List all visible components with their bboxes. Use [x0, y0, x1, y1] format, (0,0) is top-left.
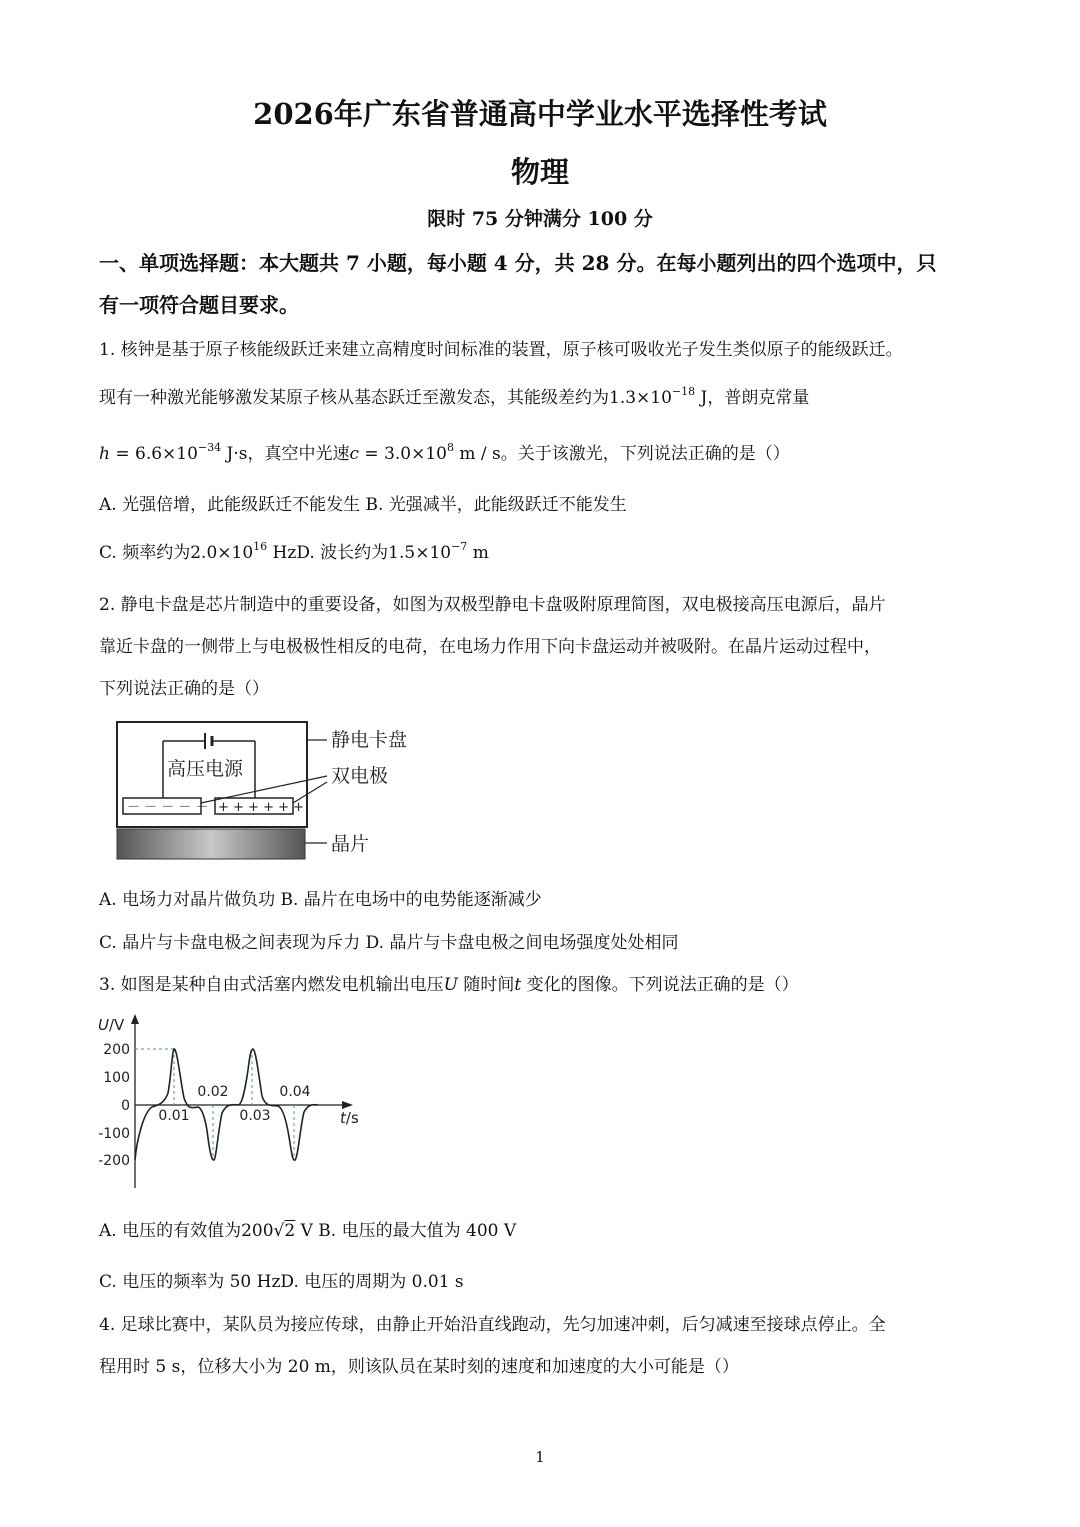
q3-t-symbol: t [514, 975, 522, 995]
q3-option-a-label: A. 电压的有效值为 [99, 1221, 242, 1241]
q1-energy-unit: J，普朗克常量 [695, 388, 810, 408]
power-label: 高压电源 [167, 758, 244, 780]
y-axis-label [98, 1016, 125, 1034]
q1-option-c-unit: Hz [267, 543, 297, 563]
q1-option-c-value: 2.0×10 [190, 543, 254, 563]
q1-option-d-value: 1.5×10 [388, 543, 452, 563]
q2-options-ab: A. 电场力对晶片做负功 B. 晶片在电场中的电势能逐渐减少 [99, 890, 542, 910]
q3-stem-pre: 3. 如图是某种自由式活塞内燃发电机输出电压 [99, 975, 444, 995]
q3-u-symbol: U [443, 975, 458, 995]
q4-line1: 4. 足球比赛中，某队员为接应传球，由静止开始沿直线跑动，先匀加速冲刺，后匀减速至接球点停止。全 [99, 1315, 886, 1335]
q3-options-ab [99, 1216, 516, 1241]
q1-energy-value: 1.3×10 [609, 388, 672, 408]
q3-options-cd: C. 电压的频率为 50 HzD. 电压的周期为 0.01 s [99, 1272, 464, 1292]
q3-stem-post: 变化的图像。下列说法正确的是（） [521, 975, 799, 995]
q3-stem-mid: 随时间 [457, 975, 515, 995]
y-axis-symbol: U [98, 1016, 109, 1034]
q1-c-unit: m / s。关于该激光，下列说法正确的是（） [454, 444, 790, 464]
q2-line1: 2. 静电卡盘是芯片制造中的重要设备，如图为双极型静电卡盘吸附原理简图，双电极接高压电源后，晶片 [99, 595, 886, 615]
q3-stem [99, 970, 799, 995]
x-axis-label [340, 1109, 359, 1127]
q1-option-d-label: D. 波长约为 [296, 543, 389, 563]
q2-options-cd: C. 晶片与卡盘电极之间表现为斥力 D. 晶片与卡盘电极之间电场强度处处相同 [99, 933, 679, 953]
x-axis-symbol: t [340, 1109, 346, 1127]
q1-option-d-unit: m [467, 543, 489, 563]
x-tick-0.04: 0.04 [279, 1084, 311, 1100]
section-heading-line2: 有一项符合题目要求。 [99, 293, 299, 317]
q1-option-c-exp: 16 [253, 540, 268, 553]
q1-options-cd [99, 538, 489, 563]
q3-option-a-value: 200 [241, 1221, 274, 1241]
x-tick-0.03: 0.03 [239, 1108, 271, 1124]
q1-c-value: = 3.0×10 [359, 444, 447, 464]
q1-line1: 1. 核钟是基于原子核能级跃迁来建立高精度时间标准的装置，原子核可吸收光子发生类似原子的能级跃迁。 [99, 340, 903, 360]
chuck-label: 静电卡盘 [331, 729, 408, 751]
electrode-label: 双电极 [331, 765, 389, 787]
q1-option-d-exp: −7 [451, 540, 468, 553]
sqrt-symbol: √ [273, 1221, 285, 1241]
q1-c-exp: 8 [447, 441, 454, 454]
q1-options-ab: A. 光强倍增，此能级跃迁不能发生 B. 光强减半，此能级跃迁不能发生 [99, 495, 627, 515]
y-tick-100: 100 [103, 1070, 130, 1086]
q1-energy-exp: −18 [671, 385, 696, 398]
wafer-label: 晶片 [331, 833, 370, 855]
y-tick-minus-200: -200 [98, 1153, 130, 1169]
y-axis-arrow [131, 1014, 139, 1024]
positive-charges: + + + + + + [218, 800, 305, 815]
page-number: 1 [535, 1448, 545, 1466]
q1-h-value: = 6.6×10 [109, 444, 198, 464]
electrode-leader-right [293, 782, 327, 803]
q1-option-c-label: C. 频率约为 [99, 543, 191, 563]
q2-line3: 下列说法正确的是（） [99, 679, 269, 699]
y-tick-minus-100: -100 [98, 1126, 130, 1142]
q1-line3 [99, 439, 790, 464]
exam-title: 2026年广东省普通高中学业水平选择性考试 [253, 97, 827, 131]
y-tick-200: 200 [103, 1042, 130, 1058]
q4-line2: 程用时 5 s，位移大小为 20 m，则该队员在某时刻的速度和加速度的大小可能是（） [99, 1357, 739, 1377]
y-axis-unit: /V [108, 1016, 125, 1034]
q3-option-a-radicand: 2 [284, 1221, 296, 1241]
q1-h-unit: J·s，真空中光速 [221, 444, 350, 464]
q1-h-exp: −34 [197, 441, 222, 454]
time-limit: 限时 75 分钟满分 100 分 [427, 208, 653, 230]
negative-charges: － － － － － [127, 800, 209, 815]
electrostatic-chuck-figure [105, 712, 435, 868]
voltage-time-graph [92, 1008, 372, 1193]
x-axis-arrow [342, 1101, 353, 1109]
q2-line2: 靠近卡盘的一侧带上与电极极性相反的电荷，在电场力作用下向卡盘运动并被吸附。在晶片运动过程中， [99, 637, 881, 657]
wafer [117, 829, 305, 859]
y-tick-0: 0 [121, 1098, 130, 1114]
q3-option-a-unit: V [295, 1221, 313, 1241]
q1-line2 [99, 383, 809, 408]
x-tick-0.01: 0.01 [158, 1108, 190, 1124]
subject-title: 物理 [510, 155, 569, 189]
x-axis-unit: /s [345, 1109, 359, 1127]
q1-line2-text: 现有一种激光能够激发某原子核从基态跃迁至激发态，其能级差约为 [99, 388, 609, 408]
q1-c-symbol: c [349, 444, 360, 464]
q1-h-symbol: h [99, 444, 110, 464]
x-tick-0.02: 0.02 [197, 1084, 229, 1100]
section-heading-line1: 一、单项选择题：本大题共 7 小题，每小题 4 分，共 28 分。在每小题列出的四个选项中，只 [99, 251, 937, 275]
q3-option-b: B. 电压的最大值为 400 V [312, 1221, 517, 1241]
